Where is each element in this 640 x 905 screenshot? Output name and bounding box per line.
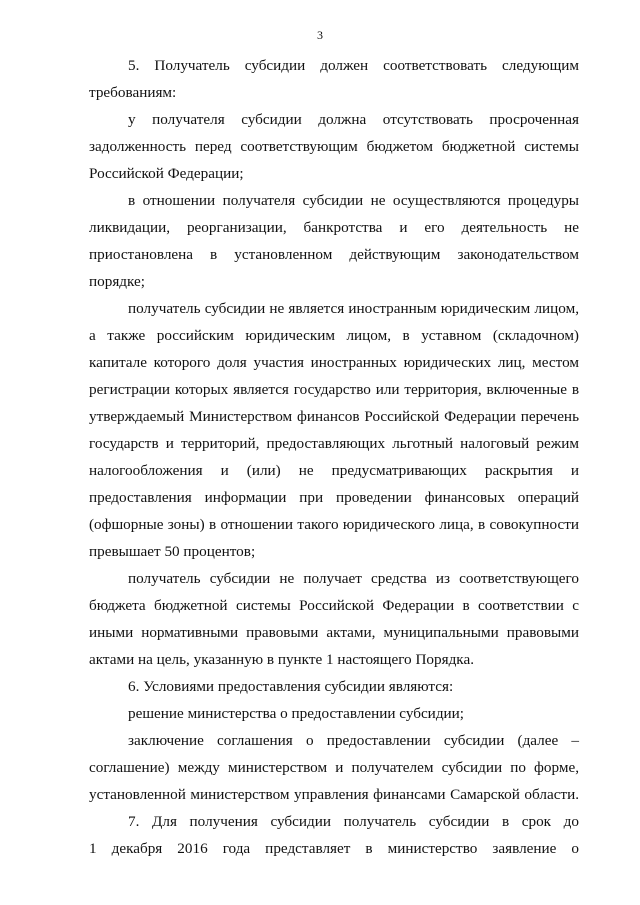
paragraph-line: 6. Условиями предоставления субсидии являются:	[128, 678, 454, 695]
paragraph-line: соглашение) между министерством и получателем субсидии по форме,	[89, 759, 579, 776]
paragraph-line: актами на цель, указанную в пункте 1 настоящего Порядка.	[89, 651, 474, 668]
paragraph-line: утверждаемый Министерством финансов Российской Федерации перечень	[89, 408, 579, 425]
paragraph-line: заключение соглашения о предоставлении субсидии (далее –	[128, 732, 579, 749]
paragraph-line: регистрации которых является государство или территория, включенные в	[89, 381, 579, 398]
paragraph-line: государств и территорий, предоставляющих льготный налоговый режим	[89, 435, 579, 452]
paragraph-line: в отношении получателя субсидии не осуществляются процедуры	[128, 192, 579, 209]
paragraph-line: у получателя субсидии должна отсутствовать просроченная	[128, 111, 579, 128]
paragraph-line: Российской Федерации;	[89, 165, 244, 182]
paragraph-line: предоставления информации при проведении финансовых операций	[89, 489, 579, 506]
paragraph-line: капитале которого доля участия иностранных юридических лиц, местом	[89, 354, 579, 371]
paragraph-line: ликвидации, реорганизации, банкротства и его деятельность не	[89, 219, 579, 236]
paragraph-line: 1 декабря 2016 года представляет в министерство заявление о	[89, 840, 579, 857]
paragraph-line: 7. Для получения субсидии получатель субсидии в срок до	[128, 813, 579, 830]
paragraph-line: 5. Получатель субсидии должен соответствовать следующим	[128, 57, 579, 74]
paragraph-line: решение министерства о предоставлении субсидии;	[128, 705, 465, 722]
paragraph-line: требованиям:	[89, 84, 177, 101]
paragraph-line: (офшорные зоны) в отношении такого юридического лица, в совокупности	[89, 516, 579, 533]
paragraph-line: налогообложения и (или) не предусматривающих раскрытия и	[89, 462, 579, 479]
paragraph-line: получатель субсидии не является иностранным юридическим лицом,	[128, 300, 579, 317]
paragraph-line: превышает 50 процентов;	[89, 543, 256, 560]
paragraph-line: бюджета бюджетной системы Российской Федерации в соответствии с	[89, 597, 579, 614]
page-number: 3	[317, 28, 323, 42]
paragraph-line: иными нормативными правовыми актами, муниципальными правовыми	[89, 624, 579, 641]
paragraph-line: а также российским юридическим лицом, в уставном (складочном)	[89, 327, 579, 344]
paragraph-line: приостановлена в установленном действующим законодательством	[89, 246, 579, 263]
paragraph-line: получатель субсидии не получает средства из соответствующего	[128, 570, 579, 587]
paragraph-line: задолженность перед соответствующим бюджетом бюджетной системы	[89, 138, 579, 155]
paragraph-line: порядке;	[89, 273, 145, 290]
paragraph-line: установленной министерством управления финансами Самарской области.	[89, 786, 579, 803]
